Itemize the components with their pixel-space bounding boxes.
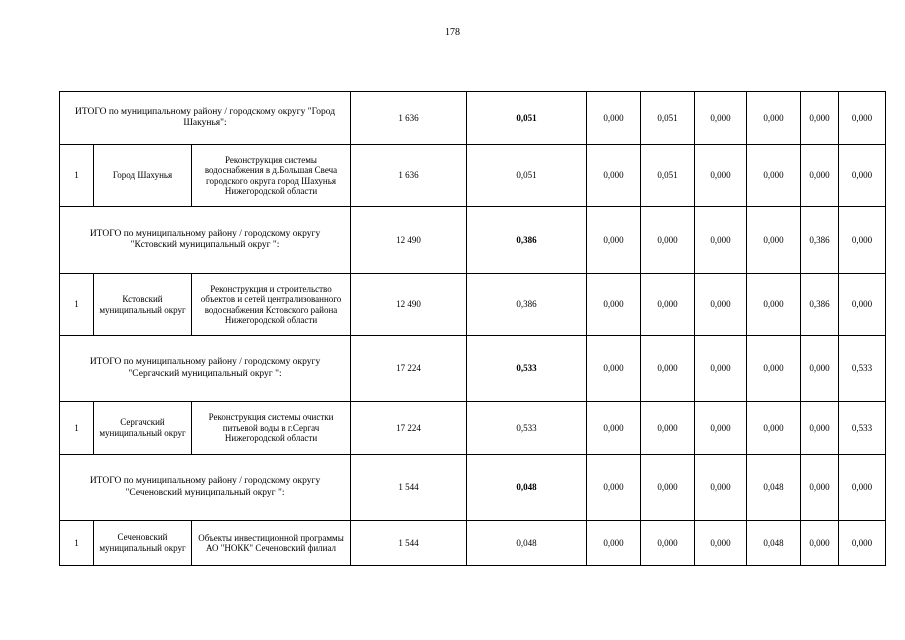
item-row [60,402,886,455]
value-cell: 0,000 [839,207,886,274]
value-cell: 0,000 [839,455,886,521]
value-cell: 0,000 [641,521,695,566]
value-cell: 0,000 [801,455,839,521]
value-cell: 0,000 [839,92,886,145]
population-cell: 1 636 [351,145,467,207]
description-cell: Объекты инвестиционной программы АО "НОКК" Сеченовский филиал [192,521,351,566]
row-number: 1 [60,402,94,455]
total-label: ИТОГО по муниципальному району / городскому округу "Город Шакунья": [60,92,351,145]
municipality-cell: Кстовский муниципальный округ [94,274,192,336]
value-cell: 0,000 [839,145,886,207]
value-cell: 0,000 [695,336,747,402]
value-cell: 0,000 [839,521,886,566]
value-cell: 0,533 [839,336,886,402]
value-cell: 0,000 [641,207,695,274]
value-cell: 0,000 [641,455,695,521]
value-cell: 0,000 [839,274,886,336]
population-cell: 12 490 [351,274,467,336]
municipality-cell: Сеченовский муниципальный округ [94,521,192,566]
population-cell: 1 544 [351,521,467,566]
population-cell: 17 224 [351,336,467,402]
value-cell: 0,000 [801,402,839,455]
value-cell: 0,000 [587,336,641,402]
item-row [60,145,886,207]
data-table [59,91,886,566]
value-cell: 0,000 [587,521,641,566]
value-cell: 0,000 [587,402,641,455]
value-cell: 0,000 [695,402,747,455]
municipality-cell: Сергачский муниципальный округ [94,402,192,455]
value-cell: 0,000 [747,92,801,145]
population-cell: 1 636 [351,92,467,145]
value-cell: 0,000 [641,402,695,455]
value-cell: 0,000 [695,274,747,336]
value-cell: 0,000 [587,207,641,274]
population-cell: 17 224 [351,402,467,455]
item-row [60,274,886,336]
total-label: ИТОГО по муниципальному району / городскому округу "Сергачский муниципальный округ ": [60,336,351,402]
value-cell: 0,051 [641,145,695,207]
population-cell: 1 544 [351,455,467,521]
value-cell: 0,048 [747,455,801,521]
value-cell: 0,386 [801,207,839,274]
description-cell: Реконструкция системы водоснабжения в д.Большая Свеча городского округа город Шахунья Нижегородской области [192,145,351,207]
row-number: 1 [60,521,94,566]
total-cell: 0,386 [467,274,587,336]
value-cell: 0,000 [695,92,747,145]
value-cell: 0,000 [587,92,641,145]
value-cell: 0,000 [641,274,695,336]
value-cell: 0,386 [801,274,839,336]
total-cell: 0,533 [467,402,587,455]
value-cell: 0,533 [839,402,886,455]
value-cell: 0,000 [695,521,747,566]
total-cell: 0,051 [467,92,587,145]
value-cell: 0,000 [747,336,801,402]
item-row [60,521,886,566]
description-cell: Реконструкция и строительство объектов и сетей централизованного водоснабжения Кстовского района Нижегородской области [192,274,351,336]
row-number: 1 [60,274,94,336]
value-cell: 0,000 [587,145,641,207]
population-cell: 12 490 [351,207,467,274]
value-cell: 0,000 [641,336,695,402]
total-cell: 0,048 [467,521,587,566]
total-row [60,336,886,402]
value-cell: 0,000 [747,402,801,455]
row-number: 1 [60,145,94,207]
value-cell: 0,000 [801,92,839,145]
total-cell: 0,533 [467,336,587,402]
value-cell: 0,000 [587,455,641,521]
value-cell: 0,000 [747,274,801,336]
value-cell: 0,000 [801,521,839,566]
value-cell: 0,048 [747,521,801,566]
value-cell: 0,000 [747,145,801,207]
value-cell: 0,000 [695,207,747,274]
total-label: ИТОГО по муниципальному району / городскому округу "Сеченовский муниципальный округ ": [60,455,351,521]
total-row [60,92,886,145]
page-number: 178 [445,27,460,38]
value-cell: 0,000 [695,455,747,521]
municipality-cell: Город Шахунья [94,145,192,207]
value-cell: 0,000 [695,145,747,207]
total-row [60,455,886,521]
total-cell: 0,048 [467,455,587,521]
description-cell: Реконструкция системы очистки питьевой воды в г.Сергач Нижегородской области [192,402,351,455]
total-label: ИТОГО по муниципальному району / городскому округу "Кстовский муниципальный округ ": [60,207,351,274]
total-row [60,207,886,274]
total-cell: 0,386 [467,207,587,274]
value-cell: 0,000 [747,207,801,274]
value-cell: 0,000 [801,336,839,402]
value-cell: 0,000 [587,274,641,336]
value-cell: 0,000 [801,145,839,207]
total-cell: 0,051 [467,145,587,207]
value-cell: 0,051 [641,92,695,145]
